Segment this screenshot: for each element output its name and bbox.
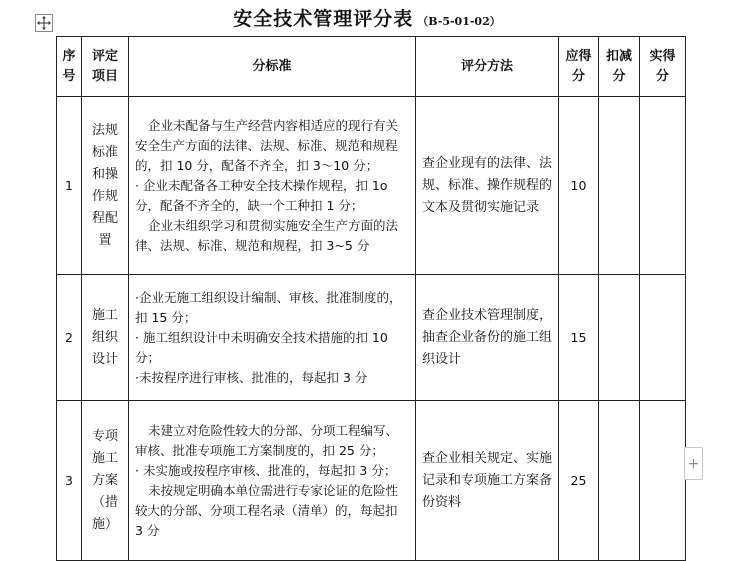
standard-line: 企业未组织学习和贯彻实施安全生产方面的法律、法规、标准、规范和规程，扣 3~5 分 <box>135 217 399 253</box>
standard-line: 企业未配备与生产经营内容相适应的现行有关安全生产方面的法律、法规、标准、规范和规程的，扣 10 分，配备不齐全，扣 3～10 分； <box>135 117 399 173</box>
row-due-score: 25 <box>559 401 599 561</box>
row-standard <box>129 275 416 401</box>
row-due-score: 10 <box>559 97 599 275</box>
document-title: 安全技术管理评分表 <box>233 8 414 30</box>
plus-icon: + <box>687 455 700 472</box>
table-header-row <box>57 37 686 97</box>
header-no: 序号 <box>57 37 82 97</box>
row-actual-cell[interactable] <box>640 401 686 561</box>
row-standard <box>129 401 416 561</box>
standard-line: ·企业无施工组织设计编制、审核、批准制度的，扣 15 分； <box>135 289 402 325</box>
header-method: 评分方法 <box>416 37 559 97</box>
standard-line: · 企业未配备各工种安全技术操作规程，扣 1o 分，配备不齐全的，缺一个工种扣 1 分； <box>135 177 388 213</box>
row-no: 1 <box>57 97 82 275</box>
row-method: 查企业现有的法律、法规、标准、操作规程的文本及贯彻实施记录 <box>416 97 559 275</box>
header-deduct: 扣减分 <box>599 37 640 97</box>
row-deduct-cell[interactable] <box>599 275 640 401</box>
header-standard: 分标准 <box>129 37 416 97</box>
row-due-score: 15 <box>559 275 599 401</box>
table-row <box>57 275 686 401</box>
score-table <box>56 36 686 561</box>
table-row <box>57 401 686 561</box>
header-actual: 实得分 <box>640 37 686 97</box>
row-item: 施工组织设计 <box>82 275 129 401</box>
row-method: 查企业相关规定、实施记录和专项施工方案备份资料 <box>416 401 559 561</box>
row-no: 2 <box>57 275 82 401</box>
standard-line: 未按规定明确本单位需进行专家论证的危险性较大的分部、分项工程名录（清单）的，每起扣 3 分 <box>135 482 399 538</box>
standard-line: ·未按程序进行审核、批准的，每起扣 3 分 <box>135 369 368 385</box>
header-item: 评定项目 <box>82 37 129 97</box>
row-actual-cell[interactable] <box>640 275 686 401</box>
row-deduct-cell[interactable] <box>599 401 640 561</box>
header-due: 应得分 <box>559 37 599 97</box>
row-no: 3 <box>57 401 82 561</box>
table-row <box>57 97 686 275</box>
row-method: 查企业技术管理制度，抽查企业备份的施工组织设计 <box>416 275 559 401</box>
standard-line: · 未实施或按程序审核、批准的，每起扣 3 分； <box>135 462 397 478</box>
add-row-button[interactable] <box>684 447 703 480</box>
row-item: 法规标准和操作规程配置 <box>82 97 129 275</box>
document-title-block <box>0 4 734 31</box>
standard-line: · 施工组织设计中未明确安全技术措施的扣 10 分； <box>135 329 388 365</box>
row-standard <box>129 97 416 275</box>
row-actual-cell[interactable] <box>640 97 686 275</box>
standard-line: 未建立对危险性较大的分部、分项工程编写、审核、批准专项施工方案制度的，扣 25 分； <box>135 422 399 458</box>
row-deduct-cell[interactable] <box>599 97 640 275</box>
document-code: （B-5-01-02） <box>417 15 501 28</box>
row-item: 专项施工方案（措施） <box>82 401 129 561</box>
